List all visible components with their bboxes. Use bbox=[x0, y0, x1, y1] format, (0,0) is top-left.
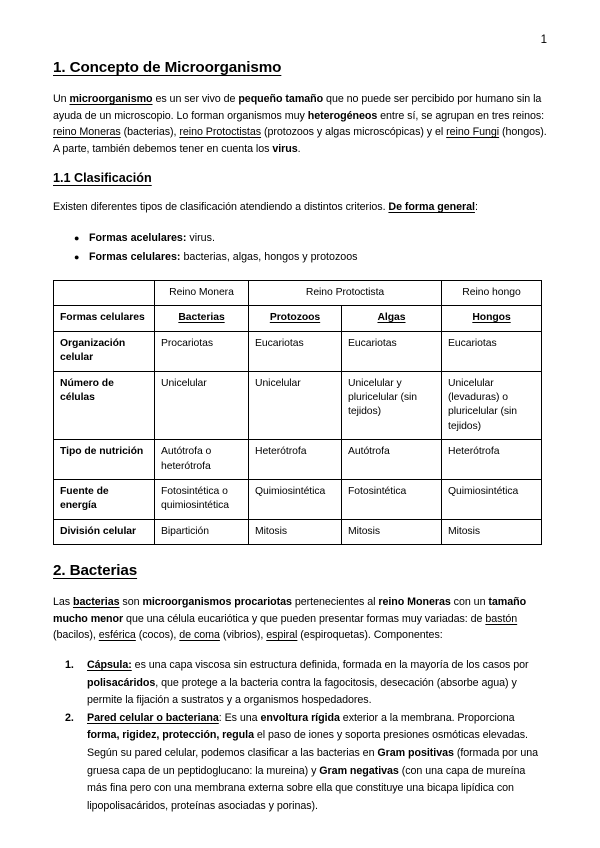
table-cell: Fotosintética o quimiosintética bbox=[155, 480, 249, 520]
text-frag: que una célula eucariótica y que pueden presentar formas muy variadas: de bbox=[123, 612, 486, 625]
term-heterogeneos: heterogéneos bbox=[307, 109, 378, 122]
paragraph-microorganismo bbox=[53, 91, 547, 157]
text-frag: (espiroquetas). Componentes: bbox=[297, 629, 443, 642]
table-rowhead-formas-celulares: Formas celulares bbox=[54, 306, 155, 331]
table-row-header bbox=[54, 280, 542, 305]
table-rowhead-division-celular: División celular bbox=[54, 519, 155, 544]
table-cell: Unicelular y pluricelular (sin tejidos) bbox=[342, 371, 442, 440]
table-cell: Fotosintética bbox=[342, 480, 442, 520]
term-forma-rigidez: forma, rigidez, protección, regula bbox=[87, 729, 254, 742]
term-reino-moneras: reino Moneras bbox=[378, 596, 451, 609]
list-item-label: Formas celulares: bbox=[89, 250, 181, 263]
table-cell: Quimiosintética bbox=[249, 480, 342, 520]
kingdom-comparison-table bbox=[53, 280, 542, 545]
term-capsula: Cápsula: bbox=[87, 659, 132, 672]
table-subheader-algas: Algas bbox=[342, 306, 442, 331]
list-item bbox=[65, 657, 547, 710]
list-item-text: virus. bbox=[186, 231, 215, 244]
text-frag: (bacterias), bbox=[120, 126, 180, 139]
term-microorganismos-procariotas: microorganismos procariotas bbox=[142, 596, 292, 609]
list-item-number: 1. bbox=[65, 659, 74, 672]
term-envoltura-rigida: envoltura rígida bbox=[260, 711, 340, 724]
table-corner-cell bbox=[54, 280, 155, 305]
page-number: 1 bbox=[540, 34, 547, 46]
heading-bacterias bbox=[53, 561, 547, 580]
term-gram-positivas: Gram positivas bbox=[377, 747, 454, 759]
table-header-hongo: Reino hongo bbox=[442, 280, 542, 305]
list-componentes bbox=[53, 657, 547, 815]
paragraph-bacterias bbox=[53, 594, 547, 644]
text-frag: con un bbox=[450, 596, 489, 609]
table-cell: Eucariotas bbox=[442, 331, 542, 371]
text-frag: (cocos), bbox=[135, 629, 180, 642]
table-row bbox=[54, 371, 542, 440]
table-cell: Mitosis bbox=[442, 519, 542, 544]
term-reino-protoctistas: reino Protoctistas bbox=[179, 126, 262, 139]
table-cell: Autótrofa o heterótrofa bbox=[155, 440, 249, 480]
text-frag: (bacilos), bbox=[53, 629, 99, 642]
term-bacterias: bacterias bbox=[73, 596, 120, 609]
text-frag: (protozoos y algas microscópicas) y el bbox=[261, 126, 447, 139]
text-frag: : Es una bbox=[218, 711, 261, 724]
term-microorganismo: microorganismo bbox=[69, 93, 153, 105]
table-cell: Autótrofa bbox=[342, 440, 442, 480]
table-cell: Quimiosintética bbox=[442, 480, 542, 520]
text-frag: Las bbox=[53, 596, 74, 609]
text-frag: (hongos). A parte, también debemos tener en cuenta los bbox=[53, 126, 547, 155]
table-cell: Mitosis bbox=[249, 519, 342, 544]
table-row-subheader bbox=[54, 306, 542, 331]
document-content bbox=[53, 0, 547, 815]
table-cell: Procariotas bbox=[155, 331, 249, 371]
table-subheader-bacterias: Bacterias bbox=[155, 306, 249, 331]
table-row bbox=[54, 480, 542, 520]
table-row bbox=[54, 519, 542, 544]
term-esferica: esférica bbox=[98, 629, 136, 642]
text-frag: . bbox=[297, 142, 301, 155]
table-header-monera: Reino Monera bbox=[155, 280, 249, 305]
bullet-icon: ● bbox=[74, 232, 80, 243]
heading-bacterias-text: 2. Bacterias bbox=[53, 562, 138, 580]
text-frag: son bbox=[119, 596, 143, 609]
table-cell: Mitosis bbox=[342, 519, 442, 544]
table-cell: Heterótrofa bbox=[442, 440, 542, 480]
table-cell: Unicelular bbox=[249, 371, 342, 440]
term-de-coma: de coma bbox=[179, 629, 220, 642]
term-reino-fungi: reino Fungi bbox=[446, 126, 500, 139]
term-virus: virus bbox=[272, 142, 298, 155]
table-row bbox=[54, 440, 542, 480]
term-tamano-mucho-menor: tamaño mucho menor bbox=[53, 596, 527, 625]
term-gram-negativas: Gram negativas bbox=[319, 764, 399, 777]
table-subheader-hongos: Hongos bbox=[442, 306, 542, 331]
term-de-forma-general: De forma general bbox=[388, 201, 475, 214]
heading-concepto-microorganismo-text: 1. Concepto de Microorganismo bbox=[53, 59, 282, 76]
table-cell: Unicelular (levaduras) o pluricelular (sin tejidos) bbox=[442, 371, 542, 440]
table-cell: Eucariotas bbox=[342, 331, 442, 371]
table-cell: Eucariotas bbox=[249, 331, 342, 371]
table-cell: Unicelular bbox=[155, 371, 249, 440]
paragraph-clasificacion-intro bbox=[53, 199, 547, 216]
table-cell: Heterótrofa bbox=[249, 440, 342, 480]
term-pequeno-tamano: pequeño tamaño bbox=[238, 93, 324, 105]
list-item-label: Formas acelulares: bbox=[89, 231, 187, 244]
text-frag: : bbox=[474, 201, 478, 214]
text-frag: que no puede ser percibido por humano sin la ayuda de un microscopio. Lo forman organismos muy bbox=[53, 93, 542, 122]
table-header-protoctista: Reino Protoctista bbox=[249, 280, 442, 305]
table-rowhead-tipo-de-nutricion: Tipo de nutrición bbox=[54, 440, 155, 480]
list-item bbox=[65, 710, 547, 816]
list-item bbox=[74, 248, 547, 266]
text-frag: es una capa viscosa sin estructura definida, formada en la mayoría de los casos por bbox=[131, 659, 529, 672]
text-frag: (con una capa de mureína más fina pero con una membrana externa sobre ella que constituye una bicapa lipídica con lipopolisacáridos, proteínas asociadas y porinas). bbox=[87, 764, 526, 812]
term-polisacaridos: polisacáridos bbox=[87, 676, 156, 689]
list-item-text: bacterias, algas, hongos y protozoos bbox=[180, 250, 358, 263]
table-rowhead-fuente-de-energia: Fuente de energía bbox=[54, 480, 155, 520]
text-frag: exterior a la membrana. Proporciona bbox=[339, 711, 515, 724]
text-frag: Un bbox=[53, 93, 70, 105]
term-pared-celular: Pared celular o bacteriana bbox=[87, 711, 219, 724]
table-rowhead-numero-de-celulas: Número de células bbox=[54, 371, 155, 440]
heading-clasificacion-text: 1.1 Clasificación bbox=[53, 171, 152, 186]
text-frag: Existen diferentes tipos de clasificación atendiendo a distintos criterios. bbox=[53, 201, 389, 214]
text-frag: , que protege a la bacteria contra la fagocitosis, desecación (absorbe agua) y permite la fijación a sustratos y a organismos hospedadores. bbox=[87, 676, 517, 707]
term-espiral: espiral bbox=[266, 629, 298, 642]
list-formas bbox=[53, 229, 547, 266]
list-item-number: 2. bbox=[65, 711, 74, 724]
heading-clasificacion bbox=[53, 170, 547, 186]
bullet-icon: ● bbox=[74, 251, 80, 262]
heading-concepto-microorganismo bbox=[53, 58, 547, 77]
text-frag: entre sí, se agrupan en tres reinos: bbox=[377, 109, 545, 122]
list-item bbox=[74, 229, 547, 247]
table-cell: Bipartición bbox=[155, 519, 249, 544]
table-rowhead-organizacion-celular: Organización celular bbox=[54, 331, 155, 371]
text-frag: (formada por una gruesa capa de un peptidoglucano: la mureina) y bbox=[87, 747, 539, 777]
text-frag: el paso de iones y soporta presiones osmóticas elevadas. Según su pared celular, podemos clasificar a las bacterias en bbox=[87, 729, 528, 759]
text-frag: es un ser vivo de bbox=[152, 93, 239, 105]
term-reino-moneras: reino Moneras bbox=[53, 126, 121, 139]
text-frag: pertenecientes al bbox=[291, 596, 379, 609]
table-subheader-protozoos: Protozoos bbox=[249, 306, 342, 331]
term-baston: bastón bbox=[485, 612, 518, 625]
table-row bbox=[54, 331, 542, 371]
text-frag: (vibrios), bbox=[219, 629, 267, 642]
